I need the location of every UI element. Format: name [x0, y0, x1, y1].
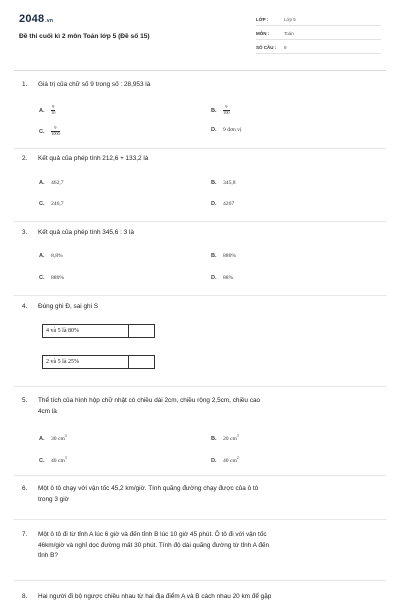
option-5a[interactable] — [39, 434, 67, 442]
question-4 — [22, 302, 377, 313]
option-2b[interactable] — [211, 180, 236, 186]
answer-box[interactable] — [129, 325, 155, 338]
question-1 — [22, 80, 377, 91]
option-value: 345,8 — [223, 180, 236, 186]
question-separator — [14, 148, 386, 149]
option-1b[interactable] — [211, 105, 230, 115]
value-unit: cm — [230, 435, 237, 442]
question-number: 8. — [22, 593, 28, 600]
denominator: 1000 — [51, 130, 60, 136]
option-label: B. — [211, 107, 217, 114]
option-value — [223, 458, 239, 464]
option-1d[interactable] — [211, 127, 242, 133]
numerator: 9 — [54, 125, 57, 130]
question-text: Một ô tô đi từ tỉnh A lúc 6 giờ và đến tỉnh B lúc 10 giờ 45 phút. Ô tô đi với vận tốc — [38, 531, 267, 538]
option-label: D. — [211, 457, 217, 464]
question-7 — [22, 530, 377, 562]
exam-title: Đề thi cuối kì 2 môn Toán lớp 5 (Đề số 15) — [19, 33, 150, 40]
question-text: Kết quả của phép tính 212,6 + 133,2 là — [38, 155, 149, 162]
option-label: A. — [39, 107, 45, 114]
option-3a[interactable] — [39, 253, 63, 259]
value-number: 40 — [51, 457, 57, 464]
page-header — [0, 0, 400, 70]
question-2 — [22, 154, 377, 165]
answer-box[interactable] — [129, 356, 155, 369]
option-label: B. — [211, 253, 217, 259]
meta-subject-label: MÔN : — [256, 31, 270, 36]
question-number: 5. — [22, 397, 28, 404]
option-label: C. — [39, 457, 45, 464]
table-row — [43, 325, 155, 338]
fraction — [51, 126, 60, 136]
option-value: 4267 — [223, 201, 235, 207]
question-separator — [14, 221, 386, 222]
header-divider — [14, 70, 386, 71]
question-text: Giá trị của chữ số 9 trong số : 28,953 là — [38, 81, 151, 88]
question-text-continued: trong 3 giờ — [38, 495, 69, 503]
question-number: 6. — [22, 485, 28, 492]
value-number: 40 — [223, 457, 229, 464]
meta-class-value: Lớp 5 — [284, 17, 296, 22]
logo-suffix: .vn — [45, 18, 54, 24]
option-2c[interactable] — [39, 201, 64, 207]
question-separator — [14, 519, 386, 520]
option-label: A. — [39, 253, 45, 259]
unit-exponent: 3 — [236, 434, 239, 438]
meta-count-value: 9 — [284, 45, 287, 50]
meta-divider — [256, 53, 381, 54]
option-label: D. — [211, 275, 217, 281]
true-false-table-2 — [42, 355, 155, 369]
question-text-continued: 4cm là — [38, 407, 57, 415]
site-logo[interactable] — [19, 13, 53, 25]
numerator: 9 — [225, 104, 228, 109]
question-separator — [14, 580, 386, 581]
numerator: 9 — [52, 104, 55, 109]
question-text-continued: 46km/giờ và nghỉ dọc đường mất 30 phút. Tính độ dài quãng đường từ tỉnh A đến — [38, 541, 270, 549]
value-unit: cm — [58, 435, 65, 442]
option-label: D. — [211, 201, 217, 207]
logo-text: 2048 — [19, 13, 45, 25]
option-label: C. — [39, 201, 45, 207]
option-3b[interactable] — [211, 253, 236, 259]
unit-exponent: 3 — [64, 434, 67, 438]
meta-count-label: SỐ CÂU : — [256, 45, 277, 50]
meta-class-label: LỚP : — [256, 17, 269, 22]
option-1c[interactable] — [39, 126, 60, 136]
question-number: 4. — [22, 303, 28, 310]
option-value — [51, 436, 67, 442]
option-value — [51, 458, 67, 464]
option-3c[interactable] — [39, 275, 64, 281]
option-label: C. — [39, 128, 45, 135]
option-label: D. — [211, 127, 217, 133]
question-number: 1. — [22, 81, 28, 88]
denominator: 100 — [223, 109, 230, 115]
option-label: A. — [39, 435, 45, 442]
question-separator — [14, 475, 386, 476]
option-2d[interactable] — [211, 201, 234, 207]
question-text-continued: tỉnh B? — [38, 552, 58, 559]
option-2a[interactable] — [39, 180, 64, 186]
option-label: A. — [39, 180, 45, 186]
option-label: B. — [211, 180, 217, 186]
question-text: Đúng ghi Đ, sai ghi S — [38, 303, 99, 310]
unit-exponent: 3 — [64, 456, 67, 460]
option-3d[interactable] — [211, 275, 233, 281]
value-unit: cm — [58, 457, 65, 464]
option-value: 8,8% — [51, 253, 63, 259]
question-3 — [22, 228, 377, 239]
meta-subject-value: Toán — [284, 31, 294, 36]
meta-divider — [256, 39, 381, 40]
question-separator — [14, 386, 386, 387]
option-5d[interactable] — [211, 456, 239, 464]
value-number: 20 — [223, 435, 229, 442]
option-5b[interactable] — [211, 434, 239, 442]
option-1a[interactable] — [39, 105, 55, 115]
value-number: 30 — [51, 435, 57, 442]
option-value: 88% — [223, 275, 234, 281]
unit-exponent: 2 — [236, 456, 239, 460]
meta-divider — [256, 25, 381, 26]
statement-cell: 2 và 5 là 25% — [43, 356, 129, 369]
question-text: Hai người đi bộ ngược chiều nhau từ hai địa điểm A và B cách nhau 20 km để gặp — [38, 593, 272, 600]
denominator: 10 — [51, 109, 56, 115]
option-value — [223, 436, 239, 442]
question-number: 3. — [22, 229, 28, 236]
statement-cell: 4 và 5 là 80% — [43, 325, 129, 338]
value-unit: cm — [230, 457, 237, 464]
question-text: Thể tích của hình hộp chữ nhật có chiều dài 2cm, chiều rộng 2,5cm, chiều cao — [38, 397, 261, 404]
question-number: 2. — [22, 155, 28, 162]
option-value: 9 đơn vị — [223, 127, 242, 133]
question-separator — [14, 295, 386, 296]
question-8 — [22, 592, 377, 603]
fraction — [223, 105, 230, 115]
question-text: Một ô tô chạy với vận tốc 45,2 km/giờ. Tính quãng đường chạy được của ô tô — [38, 485, 259, 492]
option-value: 880% — [223, 253, 237, 259]
fraction — [51, 105, 55, 115]
question-number: 7. — [22, 531, 28, 538]
question-text: Kết quả của phép tính 345,6 : 3 là — [38, 229, 134, 236]
option-5c[interactable] — [39, 456, 67, 464]
option-value: 246,7 — [51, 201, 64, 207]
option-value: 462,7 — [51, 180, 64, 186]
table-row — [43, 356, 155, 369]
option-label: C. — [39, 275, 45, 281]
option-value: 880% — [51, 275, 65, 281]
question-5 — [22, 396, 377, 417]
option-label: B. — [211, 435, 217, 442]
true-false-table-1 — [42, 324, 155, 338]
question-6 — [22, 484, 377, 505]
